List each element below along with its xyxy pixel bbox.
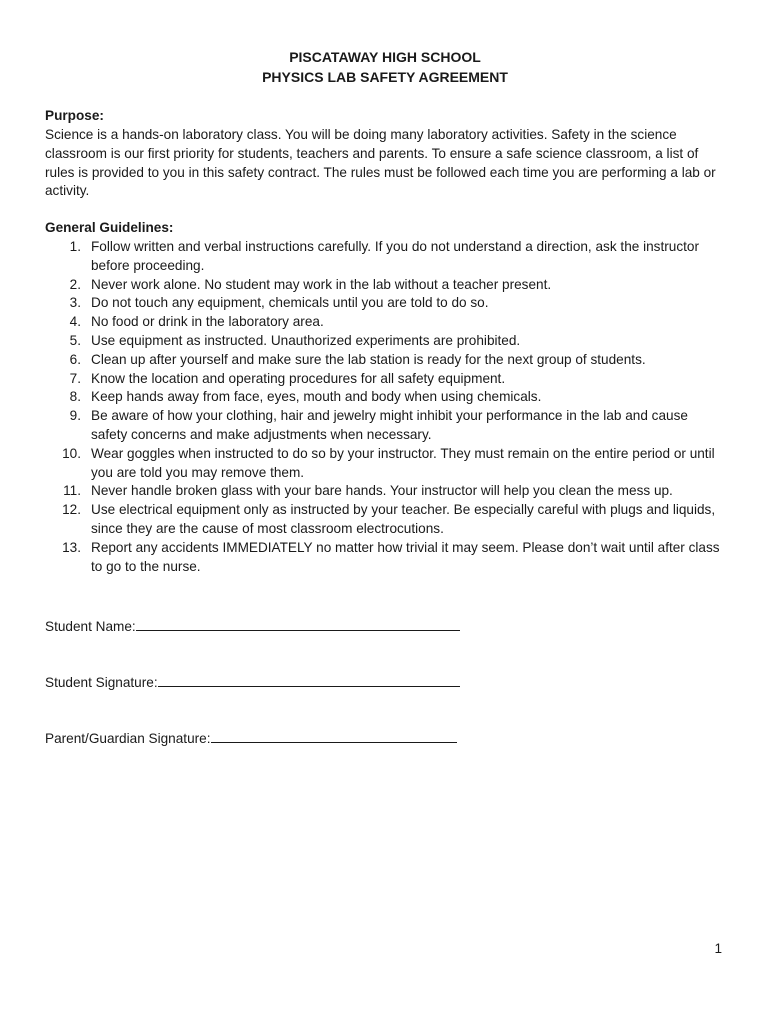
guideline-number: 11. [63,483,81,499]
guideline-text: Wear goggles when instructed to do so by your instructor. They must remain on the entire period or until you are told you may remove them. [91,445,715,480]
guideline-text: Be aware of how your clothing, hair and jewelry might inhibit your performance in the lab and cause safety concerns and make adjustments when necessary. [91,408,688,442]
guideline-text: Do not touch any equipment, chemicals until you are told to do so. [91,295,489,311]
guideline-number: 3. [69,295,81,311]
guideline-number: 5. [69,332,81,348]
guideline-number: 13. [62,539,81,555]
guideline-item [45,238,725,276]
guideline-number: 6. [69,351,81,367]
guideline-number: 9. [69,408,81,424]
purpose-text: Science is a hands-on laboratory class. You will be doing many laboratory activities. Safety in the science classroom is our first priority for students, teachers and parents. To ensure a safe science classroom, a list of rules is provided to you in this safety contract. The rules must be followed each time you are performing a lab or activity. [45,127,716,199]
guidelines-heading: General Guidelines: [45,220,174,235]
guideline-text: Report any accidents IMMEDIATELY no matter how trivial it may seem. Please don’t wait until after class to go to the nurse. [91,539,720,574]
guideline-number: 1. [69,239,81,254]
guideline-item [45,501,725,539]
guideline-item [45,332,725,351]
guideline-number: 10. [62,445,81,461]
guideline-item [45,388,725,407]
guideline-item [45,313,725,332]
purpose-heading: Purpose: [45,108,104,123]
student-name-row [45,616,460,637]
guideline-item [45,276,725,295]
document-title: PHYSICS LAB SAFETY AGREEMENT [262,69,508,85]
guideline-text: No food or drink in the laboratory area. [91,314,324,330]
guideline-text: Follow written and verbal instructions carefully. If you do not understand a direction, ask the instructor before proceeding. [91,239,699,273]
student-signature-label: Student Signature: [45,675,158,690]
guideline-text: Keep hands away from face, eyes, mouth and body when using chemicals. [91,389,542,405]
guideline-number: 4. [69,314,81,330]
guideline-item [45,351,725,370]
student-name-label: Student Name: [45,619,136,634]
student-signature-row [45,672,460,693]
guideline-item [45,445,725,483]
parent-signature-label: Parent/Guardian Signature: [45,731,211,746]
parent-signature-field[interactable] [211,728,457,743]
guideline-item [45,539,725,577]
student-name-field[interactable] [136,616,460,631]
student-signature-field[interactable] [158,672,460,687]
guideline-text: Never work alone. No student may work in the lab without a teacher present. [91,276,552,292]
guideline-number: 7. [69,370,81,386]
guideline-text: Know the location and operating procedures for all safety equipment. [91,370,506,386]
guidelines-list [45,238,725,576]
guideline-item [45,482,725,501]
school-name: PISCATAWAY HIGH SCHOOL [289,49,481,65]
guideline-item [45,294,725,313]
guideline-text: Clean up after yourself and make sure the lab station is ready for the next group of students. [91,351,646,367]
guideline-item [45,370,725,389]
guideline-text: Use electrical equipment only as instructed by your teacher. Be especially careful with plugs and liquids, since they are the cause of most classroom electrocutions. [91,502,716,536]
page-number: 1 [714,941,722,956]
guideline-text: Use equipment as instructed. Unauthorized experiments are prohibited. [91,332,521,348]
guideline-item [45,407,725,445]
guideline-number: 8. [69,389,81,405]
guideline-number: 2. [69,276,81,292]
guideline-text: Never handle broken glass with your bare hands. Your instructor will help you clean the mess up. [91,483,673,499]
guideline-number: 12. [62,502,81,518]
parent-signature-row [45,728,457,749]
